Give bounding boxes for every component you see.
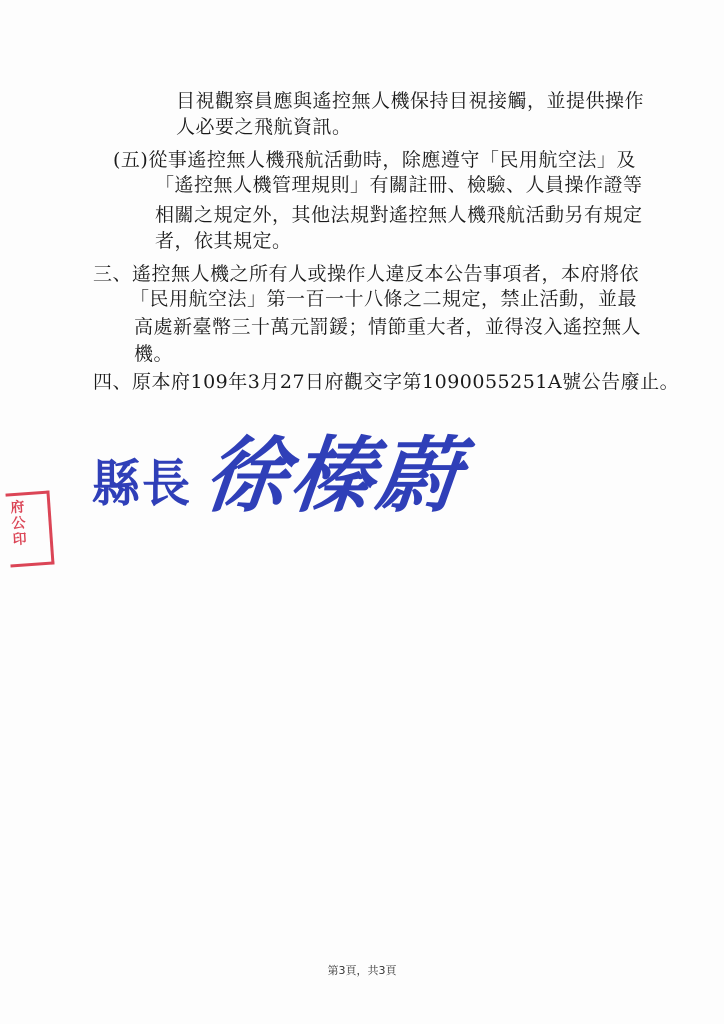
signature-name: 徐榛蔚 — [200, 428, 469, 524]
body-line: 人必要之飛航資訊。 — [176, 116, 352, 138]
body-line: 目視觀察員應與遙控無人機保持目視接觸，並提供操作 — [176, 90, 645, 112]
body-line: 相關之規定外，其他法規對遙控無人機飛航活動另有規定 — [155, 204, 643, 226]
official-seal-stamp: 府 公 印 — [5, 491, 54, 568]
body-line: 「民用航空法」第一百一十八條之二規定，禁止活動，並最 — [130, 288, 638, 310]
body-line: 四、原本府109年3月27日府觀交字第1090055251A號公告廢止。 — [93, 371, 680, 393]
signature-title: 縣長 — [92, 454, 193, 514]
body-line: 高處新臺幣三十萬元罰鍰；情節重大者，並得沒入遙控無人 — [134, 316, 642, 338]
body-line: 者，依其規定。 — [155, 230, 292, 252]
signature-block — [92, 418, 469, 528]
body-line: 機。 — [134, 343, 174, 365]
body-line: (五)從事遙控無人機飛航活動時，除應遵守「民用航空法」及 — [113, 149, 636, 171]
body-line: 三、遙控無人機之所有人或操作人違反本公告事項者，本府將依 — [93, 263, 640, 285]
page-footer: 第3頁，共3頁 — [327, 964, 397, 977]
body-line: 「遙控無人機管理規則」有關註冊、檢驗、人員操作證等 — [155, 174, 643, 196]
